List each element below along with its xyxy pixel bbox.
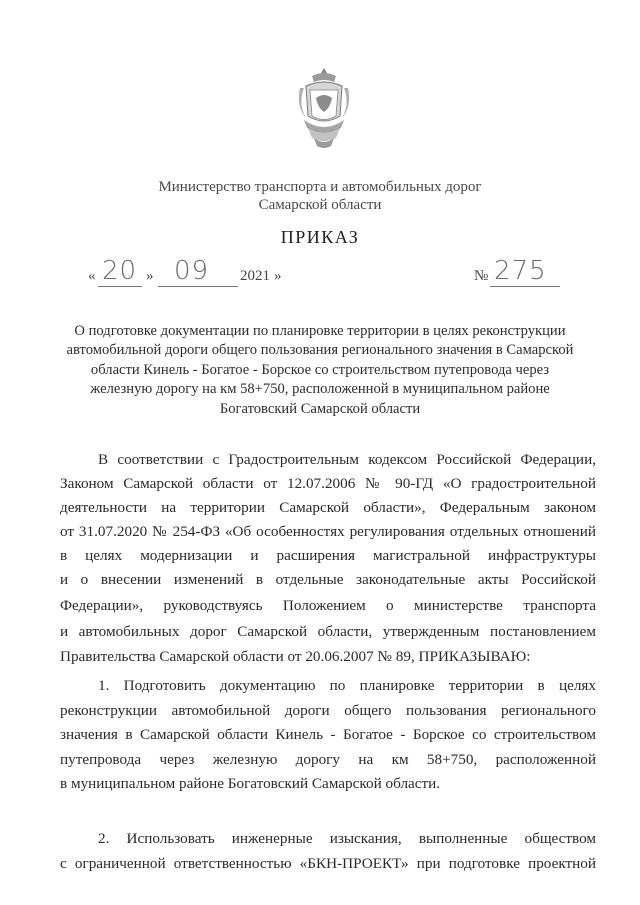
body-line: путепровода через железную дорогу на км 58+750, расположенной	[60, 751, 596, 768]
ministry-name-line1: Министерство транспорта и автомобильных дорог	[158, 179, 482, 195]
order-subject	[0, 322, 640, 419]
date-day-underline	[98, 286, 142, 287]
body-line: от 31.07.2020 № 254-ФЗ «Об особенностях регулирования отдельных отношений	[60, 523, 596, 540]
subject-line: О подготовке документации по планировке территории в целях реконструкции	[74, 323, 566, 339]
date-month-underline	[158, 286, 238, 287]
subject-line: автомобильной дороги общего пользования регионального значения в Самарской	[66, 342, 574, 359]
body-line: Законом Самарской области от 12.07.2006 № 90-ГД «О градостроительной	[60, 475, 596, 492]
document-title: ПРИКАЗ	[280, 227, 360, 247]
body-line: реконструкции автомобильной дороги общего пользования регионального	[60, 702, 596, 719]
date-year: 2021	[240, 268, 270, 284]
date-year-suffix: »	[274, 268, 282, 284]
order-number: 275	[494, 256, 547, 286]
subject-line: железную дорогу на км 58+750, расположенной в муниципальном районе	[90, 381, 550, 398]
coat-of-arms-emblem	[294, 66, 354, 152]
body-line: и о внесении изменений в отдельные законодательные акты Российской	[60, 571, 596, 588]
body-line: 2. Использовать инженерные изыскания, выполненные обществом	[98, 830, 596, 847]
body-line: Федерации», руководствуясь Положением о министерстве транспорта	[60, 597, 596, 614]
body-line: в целях модернизации и расширения магистральной инфраструктуры	[60, 547, 596, 564]
order-number-field	[474, 256, 574, 290]
date-close-quote: »	[146, 268, 154, 284]
body-line: деятельности на территории Самарской области», Федеральным законом	[60, 499, 596, 516]
subject-line: Богатовский Самарской области	[219, 400, 421, 417]
date-month: 09	[174, 256, 210, 286]
number-sign: №	[474, 268, 489, 284]
body-line: Правительства Самарской области от 20.06.2007 № 89, ПРИКАЗЫВАЮ:	[60, 648, 531, 665]
body-line: В соответствии с Градостроительным кодексом Российской Федерации,	[98, 451, 596, 468]
date-open-quote: «	[88, 268, 96, 284]
number-underline	[490, 286, 560, 287]
date-field	[88, 256, 288, 290]
body-line: в муниципальном районе Богатовский Самарской области.	[60, 775, 441, 792]
body-line: значения в Самарской области Кинель - Богатое - Борское со строительством	[60, 726, 596, 743]
subject-line: области Кинель - Богатое - Борское со строительством путепровода через	[90, 361, 550, 378]
body-line: с ограниченной ответственностью «БКН-ПРОЕКТ» при подготовке проектной	[60, 855, 596, 872]
date-day: 20	[102, 256, 138, 286]
ministry-name-line2: Самарской области	[258, 197, 382, 213]
body-line: и автомобильных дорог Самарской области, утвержденным постановлением	[60, 623, 596, 640]
body-line: 1. Подготовить документацию по планировке территории в целях	[98, 677, 596, 694]
